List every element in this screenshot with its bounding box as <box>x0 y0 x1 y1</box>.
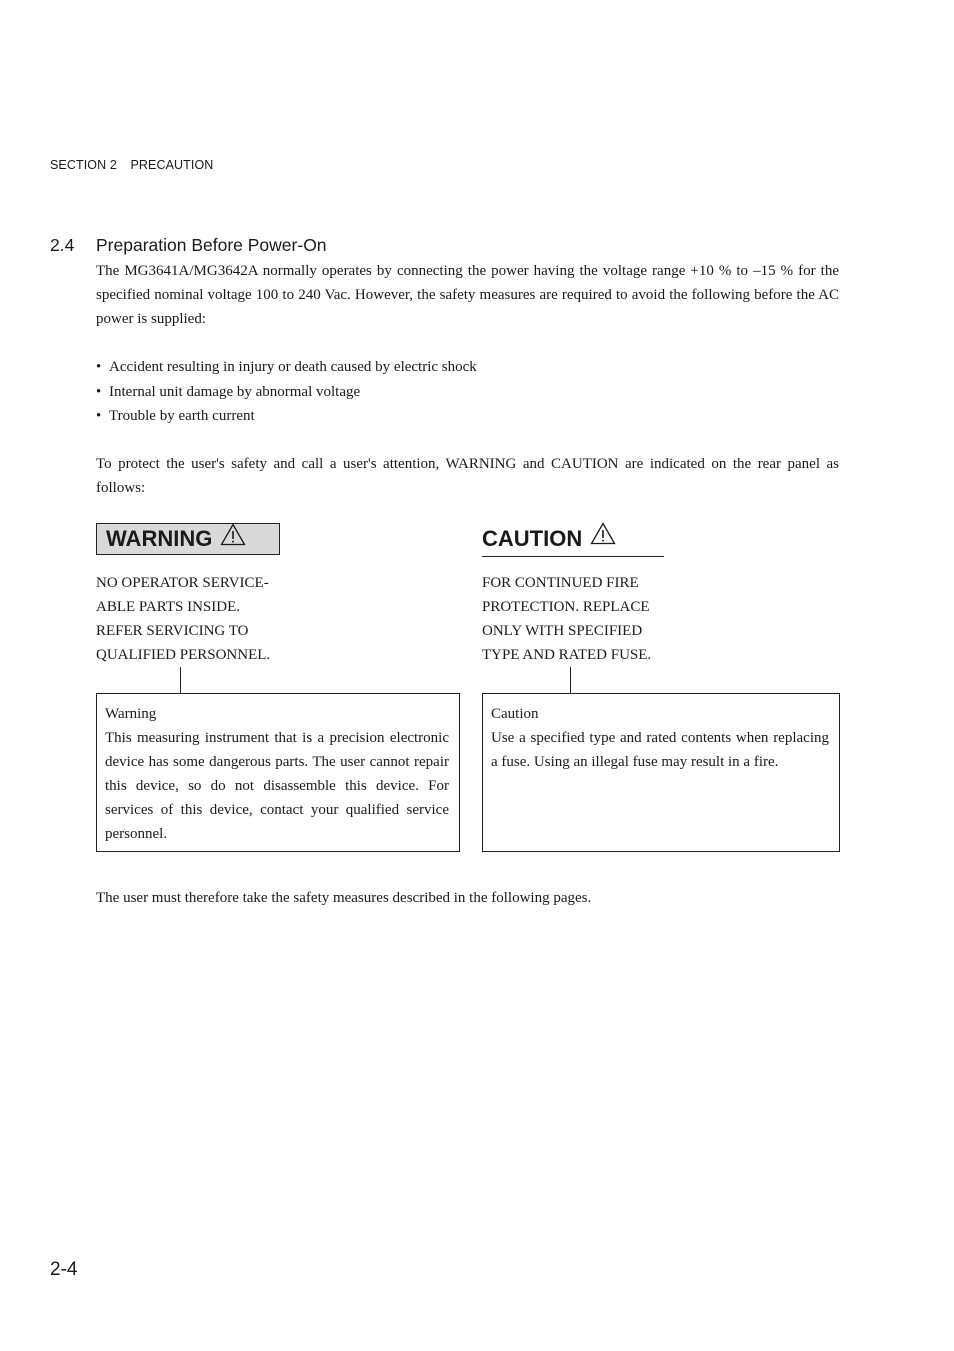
protect-paragraph: To protect the user's safety and call a user's attention, WARNING and CAUTION are indicated on the rear panel as follows: <box>96 456 839 496</box>
running-header-section-number: SECTION 2 <box>50 158 117 172</box>
list-item <box>96 404 839 429</box>
caution-box-title: Caution <box>491 706 539 722</box>
warning-explanation-box <box>96 693 460 852</box>
closing-paragraph: The user must therefore take the safety measures described in the following pages. <box>96 890 592 906</box>
caution-explanation-box <box>482 693 840 852</box>
caution-label-line: FOR CONTINUED FIRE <box>482 575 639 591</box>
bullet-text: Trouble by earth current <box>109 408 255 424</box>
caution-label-text <box>482 571 651 667</box>
bullet-icon: • <box>96 408 102 424</box>
warning-label-line: NO OPERATOR SERVICE- <box>96 575 269 591</box>
bullet-icon: • <box>96 359 102 375</box>
warning-label-title: WARNING <box>106 526 213 551</box>
bullet-text: Internal unit damage by abnormal voltage <box>109 383 361 400</box>
intro-paragraph: The MG3641A/MG3642A normally operates by connecting the power having the voltage range +10 % to –15 % for the specified nominal voltage 100 to 240 Vac. However, the safety measures are required to avoid the following before the AC power is supplied: <box>96 263 839 327</box>
warning-label-line: ABLE PARTS INSIDE. <box>96 599 240 615</box>
warning-triangle-icon <box>590 522 616 554</box>
running-header <box>50 158 213 172</box>
warning-box-body: This measuring instrument that is a precision electronic device has some dangerous parts. The user cannot repair this device, so do not disassemble this device. For services of this device, contact your qualified service personnel. <box>105 730 449 842</box>
warning-label-text <box>96 571 270 667</box>
caution-label-title: CAUTION <box>482 526 583 551</box>
caution-label-line: TYPE AND RATED FUSE. <box>482 647 652 663</box>
bullet-icon: • <box>96 383 102 400</box>
section-title: Preparation Before Power-On <box>96 235 327 255</box>
warning-box-title: Warning <box>105 706 157 722</box>
list-item <box>96 380 839 405</box>
warning-connector-line <box>180 667 181 693</box>
warning-label-line: QUALIFIED PERSONNEL. <box>96 647 271 663</box>
caution-label-heading <box>482 523 664 557</box>
section-heading <box>50 235 327 256</box>
caution-label-line: PROTECTION. REPLACE <box>482 599 650 615</box>
warning-label-line: REFER SERVICING TO <box>96 623 249 639</box>
bullet-list <box>96 355 839 429</box>
caution-box-body: Use a specified type and rated contents when replacing a fuse. Using an illegal fuse may result in a fire. <box>491 730 829 770</box>
section-number: 2.4 <box>50 235 75 255</box>
list-item <box>96 355 839 380</box>
caution-label-line: ONLY WITH SPECIFIED <box>482 623 643 639</box>
page-number: 2-4 <box>50 1259 78 1280</box>
warning-triangle-icon <box>220 523 246 554</box>
running-header-section-title: PRECAUTION <box>130 158 214 172</box>
caution-connector-line <box>570 667 571 693</box>
bullet-text: Accident resulting in injury or death caused by electric shock <box>109 359 477 375</box>
warning-label-heading <box>96 523 280 555</box>
